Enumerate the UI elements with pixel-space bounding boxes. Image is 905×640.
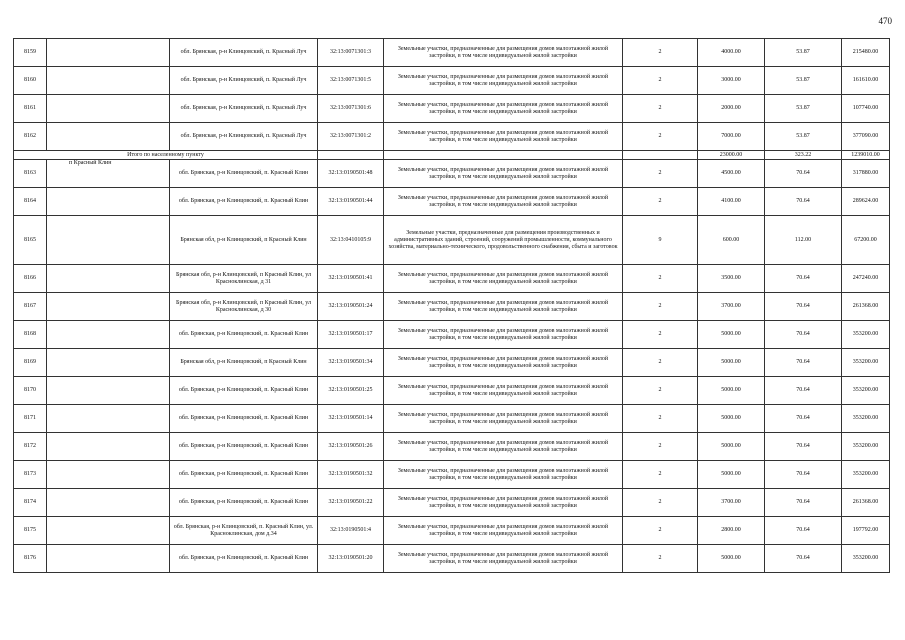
- total-section: [14, 151, 890, 160]
- table-row: [14, 433, 890, 461]
- value-cell: 247240.00: [842, 265, 890, 293]
- use-code-cell: 2: [623, 349, 698, 377]
- use-code-cell: 2: [623, 123, 698, 151]
- land-use-cell: Земельные участки, предназначенные для размещения домов малоэтажной жилой застройки, в том числе индивидуальной жилой застройки: [384, 160, 623, 188]
- land-use-cell: Земельные участки, предназначенные для размещения домов малоэтажной жилой застройки, в том числе индивидуальной жилой застройки: [384, 123, 623, 151]
- empty-cell: [47, 489, 170, 517]
- address-cell: Брянская обл, р-н Клинцовский, п Красный Клин: [170, 349, 318, 377]
- table-row: [14, 293, 890, 321]
- empty-cell: [47, 39, 170, 67]
- use-code-cell: 2: [623, 461, 698, 489]
- empty-cell: [47, 265, 170, 293]
- rate-cell: 70.64: [765, 405, 842, 433]
- cadastral-number-cell: 32:13:0190501:17: [318, 321, 384, 349]
- address-cell: обл. Брянская, р-н Клинцовский, п. Красный Луч: [170, 95, 318, 123]
- row-number: 8174: [14, 489, 47, 517]
- land-use-cell: Земельные участки, предназначенные для размещения домов малоэтажной жилой застройки, в том числе индивидуальной жилой застройки: [384, 461, 623, 489]
- rate-cell: 53.87: [765, 39, 842, 67]
- rows-after-total: [14, 160, 890, 573]
- row-number: 8167: [14, 293, 47, 321]
- cadastral-number-cell: 32:13:0190501:14: [318, 405, 384, 433]
- table-row: [14, 95, 890, 123]
- empty-cell: [47, 405, 170, 433]
- value-cell: 67200.00: [842, 216, 890, 265]
- row-number: 8164: [14, 188, 47, 216]
- rate-cell: 70.64: [765, 265, 842, 293]
- total-area: 23000.00: [698, 151, 765, 160]
- area-cell: 3000.00: [698, 67, 765, 95]
- land-use-cell: Земельные участки, предназначенные для размещения домов малоэтажной жилой застройки, в том числе индивидуальной жилой застройки: [384, 489, 623, 517]
- table-row: [14, 321, 890, 349]
- rate-cell: 70.64: [765, 293, 842, 321]
- address-cell: обл. Брянская, р-н Клинцовский, п. Красный Луч: [170, 123, 318, 151]
- rate-cell: 70.64: [765, 377, 842, 405]
- land-use-cell: Земельные участки, предназначенные для размещения производственных и административных зданий, строений, сооружений промышленности, коммунального хозяйства, материально-технического, продовольственного снабжения, сбыта и заготовок: [384, 216, 623, 265]
- empty-cell: [47, 377, 170, 405]
- row-number: 8172: [14, 433, 47, 461]
- cadastral-number-cell: 32:13:0190501:34: [318, 349, 384, 377]
- use-code-cell: 2: [623, 489, 698, 517]
- table-row: [14, 123, 890, 151]
- empty-cell: [47, 123, 170, 151]
- use-code-cell: 2: [623, 433, 698, 461]
- land-use-cell: Земельные участки, предназначенные для размещения домов малоэтажной жилой застройки, в том числе индивидуальной жилой застройки: [384, 405, 623, 433]
- value-cell: 353200.00: [842, 433, 890, 461]
- empty-cell: [47, 95, 170, 123]
- empty-cell: [47, 321, 170, 349]
- land-use-cell: Земельные участки, предназначенные для размещения домов малоэтажной жилой застройки, в том числе индивидуальной жилой застройки: [384, 377, 623, 405]
- address-cell: обл. Брянская, р-н Клинцовский, п. Красный Клин: [170, 545, 318, 573]
- area-cell: 5000.00: [698, 405, 765, 433]
- value-cell: 353200.00: [842, 461, 890, 489]
- table-row: [14, 265, 890, 293]
- land-use-cell: Земельные участки, предназначенные для размещения домов малоэтажной жилой застройки, в том числе индивидуальной жилой застройки: [384, 293, 623, 321]
- use-code-cell: 2: [623, 95, 698, 123]
- table-row: [14, 517, 890, 545]
- address-cell: обл. Брянская, р-н Клинцовский, п. Красный Клин, ул. Красноклинская, дом д.34: [170, 517, 318, 545]
- value-cell: 353200.00: [842, 377, 890, 405]
- area-cell: 4000.00: [698, 39, 765, 67]
- row-number: 8176: [14, 545, 47, 573]
- table-row: [14, 188, 890, 216]
- cadastral-number-cell: 32:13:0190501:41: [318, 265, 384, 293]
- row-number: 8170: [14, 377, 47, 405]
- land-use-cell: Земельные участки, предназначенные для размещения домов малоэтажной жилой застройки, в том числе индивидуальной жилой застройки: [384, 188, 623, 216]
- cadastral-number-cell: 32:13:0190501:22: [318, 489, 384, 517]
- address-cell: обл. Брянская, р-н Клинцовский, п. Красный Клин: [170, 188, 318, 216]
- address-cell: Брянская обл, р-н Клинцовский, п Красный Клин: [170, 216, 318, 265]
- address-cell: обл. Брянская, р-н Клинцовский, п. Красный Луч: [170, 67, 318, 95]
- value-cell: 215480.00: [842, 39, 890, 67]
- address-cell: Брянская обл, р-н Клинцовский, п Красный Клин, ул Красноклинская, д 30: [170, 293, 318, 321]
- land-use-cell: Земельные участки, предназначенные для размещения домов малоэтажной жилой застройки, в том числе индивидуальной жилой застройки: [384, 67, 623, 95]
- land-use-cell: Земельные участки, предназначенные для размещения домов малоэтажной жилой застройки, в том числе индивидуальной жилой застройки: [384, 39, 623, 67]
- address-cell: обл. Брянская, р-н Клинцовский, п. Красный Клин: [170, 489, 318, 517]
- land-use-cell: Земельные участки, предназначенные для размещения домов малоэтажной жилой застройки, в том числе индивидуальной жилой застройки: [384, 95, 623, 123]
- cadastral-number-cell: 32:13:0071301:3: [318, 39, 384, 67]
- rate-cell: 70.64: [765, 188, 842, 216]
- total-empty-cad: [318, 151, 384, 160]
- cadastral-number-cell: 32:13:0190501:25: [318, 377, 384, 405]
- rate-cell: 70.64: [765, 545, 842, 573]
- cadastral-number-cell: 32:13:0190501:48: [318, 160, 384, 188]
- value-cell: 353200.00: [842, 545, 890, 573]
- empty-cell: [47, 545, 170, 573]
- empty-cell: [47, 293, 170, 321]
- table-row: [14, 377, 890, 405]
- rows-before-total: [14, 39, 890, 151]
- row-number: 8165: [14, 216, 47, 265]
- value-cell: 317880.00: [842, 160, 890, 188]
- table-row: [14, 39, 890, 67]
- address-cell: обл. Брянская, р-н Клинцовский, п. Красный Клин: [170, 160, 318, 188]
- empty-cell: [47, 216, 170, 265]
- total-row: [14, 151, 890, 160]
- rate-cell: 53.87: [765, 95, 842, 123]
- rate-cell: 112.00: [765, 216, 842, 265]
- area-cell: 4100.00: [698, 188, 765, 216]
- table-row: [14, 160, 890, 188]
- value-cell: 161610.00: [842, 67, 890, 95]
- rate-cell: 70.64: [765, 517, 842, 545]
- use-code-cell: 2: [623, 517, 698, 545]
- area-cell: 7000.00: [698, 123, 765, 151]
- address-cell: обл. Брянская, р-н Клинцовский, п. Красный Луч: [170, 39, 318, 67]
- table-row: [14, 405, 890, 433]
- row-number: 8160: [14, 67, 47, 95]
- rate-cell: 70.64: [765, 321, 842, 349]
- land-use-cell: Земельные участки, предназначенные для размещения домов малоэтажной жилой застройки, в том числе индивидуальной жилой застройки: [384, 433, 623, 461]
- row-number: 8173: [14, 461, 47, 489]
- use-code-cell: 2: [623, 67, 698, 95]
- area-cell: 2800.00: [698, 517, 765, 545]
- table-row: [14, 349, 890, 377]
- empty-cell: [47, 461, 170, 489]
- empty-cell: [47, 517, 170, 545]
- cadastral-number-cell: 32:13:0190501:32: [318, 461, 384, 489]
- cadastral-number-cell: 32:13:0190501:4: [318, 517, 384, 545]
- rate-cell: 70.64: [765, 349, 842, 377]
- rate-cell: 53.87: [765, 67, 842, 95]
- rate-cell: 70.64: [765, 461, 842, 489]
- land-use-cell: Земельные участки, предназначенные для размещения домов малоэтажной жилой застройки, в том числе индивидуальной жилой застройки: [384, 545, 623, 573]
- area-cell: 3700.00: [698, 293, 765, 321]
- rate-cell: 70.64: [765, 160, 842, 188]
- value-cell: 289624.00: [842, 188, 890, 216]
- land-use-cell: Земельные участки, предназначенные для размещения домов малоэтажной жилой застройки, в том числе индивидуальной жилой застройки: [384, 349, 623, 377]
- row-number: 8171: [14, 405, 47, 433]
- cadastral-number-cell: 32:13:0071301:6: [318, 95, 384, 123]
- row-number: 8159: [14, 39, 47, 67]
- cadastral-number-cell: 32:13:0190501:26: [318, 433, 384, 461]
- total-empty-code: [623, 151, 698, 160]
- rate-cell: 70.64: [765, 433, 842, 461]
- row-number: 8175: [14, 517, 47, 545]
- row-number: 8163: [14, 160, 47, 188]
- use-code-cell: 2: [623, 160, 698, 188]
- cadastral-number-cell: 32:13:0410105:9: [318, 216, 384, 265]
- area-cell: 2000.00: [698, 95, 765, 123]
- area-cell: 600.00: [698, 216, 765, 265]
- use-code-cell: 2: [623, 188, 698, 216]
- use-code-cell: 2: [623, 405, 698, 433]
- row-number: 8166: [14, 265, 47, 293]
- area-cell: 5000.00: [698, 433, 765, 461]
- cadastral-number-cell: 32:13:0190501:20: [318, 545, 384, 573]
- area-cell: 5000.00: [698, 461, 765, 489]
- total-label: Итого по населенному пункту: [14, 151, 318, 160]
- value-cell: 353200.00: [842, 321, 890, 349]
- table-row: [14, 489, 890, 517]
- table-row: [14, 461, 890, 489]
- address-cell: обл. Брянская, р-н Клинцовский, п. Красный Клин: [170, 321, 318, 349]
- area-cell: 5000.00: [698, 377, 765, 405]
- cadastral-number-cell: 32:13:0190501:44: [318, 188, 384, 216]
- total-value: 1239010.00: [842, 151, 890, 160]
- total-rate: 323.22: [765, 151, 842, 160]
- use-code-cell: 2: [623, 39, 698, 67]
- use-code-cell: 2: [623, 293, 698, 321]
- area-cell: 5000.00: [698, 321, 765, 349]
- cadastral-number-cell: 32:13:0071301:5: [318, 67, 384, 95]
- use-code-cell: 2: [623, 321, 698, 349]
- land-use-cell: Земельные участки, предназначенные для размещения домов малоэтажной жилой застройки, в том числе индивидуальной жилой застройки: [384, 265, 623, 293]
- table-row: [14, 545, 890, 573]
- use-code-cell: 9: [623, 216, 698, 265]
- empty-cell: [47, 349, 170, 377]
- area-cell: 4500.00: [698, 160, 765, 188]
- row-number: 8162: [14, 123, 47, 151]
- address-cell: обл. Брянская, р-н Клинцовский, п. Красный Клин: [170, 433, 318, 461]
- value-cell: 197792.00: [842, 517, 890, 545]
- land-use-cell: Земельные участки, предназначенные для размещения домов малоэтажной жилой застройки, в том числе индивидуальной жилой застройки: [384, 517, 623, 545]
- value-cell: 261368.00: [842, 489, 890, 517]
- rate-cell: 53.87: [765, 123, 842, 151]
- address-cell: обл. Брянская, р-н Клинцовский, п. Красный Клин: [170, 405, 318, 433]
- cadastral-number-cell: 32:13:0071301:2: [318, 123, 384, 151]
- value-cell: 377090.00: [842, 123, 890, 151]
- area-cell: 5000.00: [698, 545, 765, 573]
- address-cell: обл. Брянская, р-н Клинцовский, п. Красный Клин: [170, 377, 318, 405]
- empty-cell: [47, 67, 170, 95]
- address-cell: обл. Брянская, р-н Клинцовский, п. Красный Клин: [170, 461, 318, 489]
- value-cell: 261368.00: [842, 293, 890, 321]
- table-row: [14, 216, 890, 265]
- area-cell: 3500.00: [698, 265, 765, 293]
- empty-cell: [47, 433, 170, 461]
- use-code-cell: 2: [623, 377, 698, 405]
- row-number: 8169: [14, 349, 47, 377]
- value-cell: 353200.00: [842, 405, 890, 433]
- locality-name: п Красный Клин: [47, 160, 170, 188]
- value-cell: 353200.00: [842, 349, 890, 377]
- address-cell: Брянская обл, р-н Клинцовский, п Красный Клин, ул Красноклинская, д 31: [170, 265, 318, 293]
- row-number: 8161: [14, 95, 47, 123]
- value-cell: 107740.00: [842, 95, 890, 123]
- area-cell: 3700.00: [698, 489, 765, 517]
- page-number: 470: [878, 16, 892, 26]
- cadastral-value-table: [13, 38, 890, 573]
- cadastral-number-cell: 32:13:0190501:24: [318, 293, 384, 321]
- rate-cell: 70.64: [765, 489, 842, 517]
- use-code-cell: 2: [623, 265, 698, 293]
- empty-cell: [47, 188, 170, 216]
- use-code-cell: 2: [623, 545, 698, 573]
- land-use-cell: Земельные участки, предназначенные для размещения домов малоэтажной жилой застройки, в том числе индивидуальной жилой застройки: [384, 321, 623, 349]
- total-empty-use: [384, 151, 623, 160]
- row-number: 8168: [14, 321, 47, 349]
- table-row: [14, 67, 890, 95]
- area-cell: 5000.00: [698, 349, 765, 377]
